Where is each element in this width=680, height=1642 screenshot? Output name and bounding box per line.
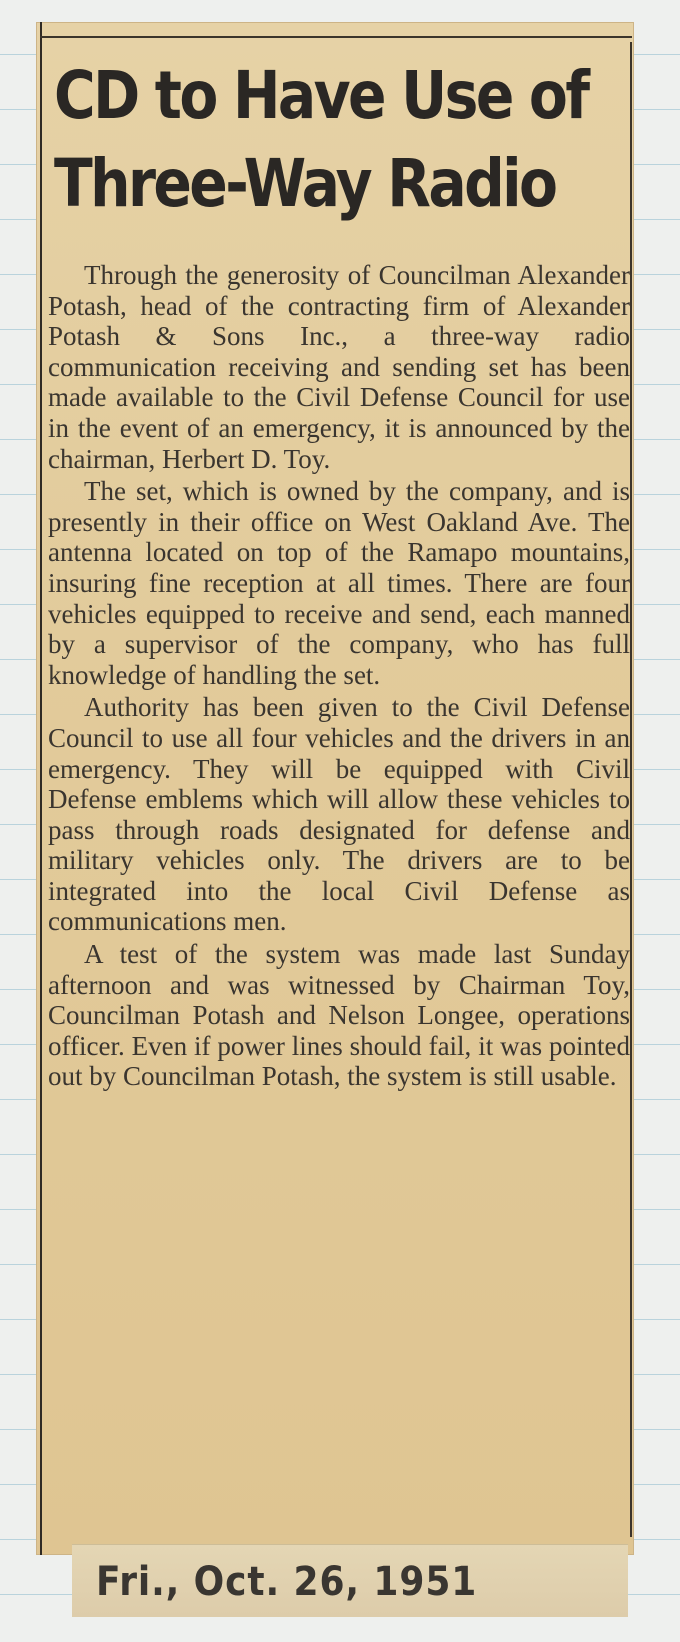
headline-line-2: Three-Way Radio bbox=[54, 145, 556, 222]
column-rule-left bbox=[40, 22, 42, 1555]
article-body bbox=[48, 260, 630, 1094]
headline-line-1: CD to Have Use of bbox=[54, 57, 588, 134]
article-paragraph-3: Authority has been given to the Civil Defense Council to use all four vehicles and the drivers in an emergency. They will be equipped with Civil Defense emblems which will allow these vehicles to pass through roads designated for defense and military vehicles only. The drivers are to be integrated into the local Civil Defense as communications men. bbox=[48, 692, 630, 937]
publication-date: Fri., Oct. 26, 1951 bbox=[96, 1559, 478, 1605]
article-paragraph-1: Through the generosity of Councilman Alexander Potash, head of the contracting firm of Alexander Potash & Sons Inc., a three-way radio communication receiving and sending set has been made available to the Civil Defense Council for use in the event of an emergency, it is announced by the chairman, Herbert D. Toy. bbox=[48, 260, 630, 474]
article-headline bbox=[54, 52, 588, 228]
column-rule-top bbox=[40, 36, 632, 38]
article-paragraph-4: A test of the system was made last Sunday afternoon and was witnessed by Chairman Toy, Councilman Potash and Nelson Longee, operations officer. Even if power lines should fail, it was pointed out by Councilman Potash, the system is still usable. bbox=[48, 939, 630, 1092]
column-rule-right bbox=[630, 42, 632, 1537]
date-clipping bbox=[72, 1545, 628, 1617]
article-paragraph-2: The set, which is owned by the company, and is presently in their office on West Oakland Ave. The antenna located on top of the Ramapo mountains, insuring fine reception at all times. There are four vehicles equipped to receive and send, each manned by a supervisor of the company, who has full knowledge of handling the set. bbox=[48, 476, 630, 690]
newspaper-clipping bbox=[36, 22, 634, 1555]
